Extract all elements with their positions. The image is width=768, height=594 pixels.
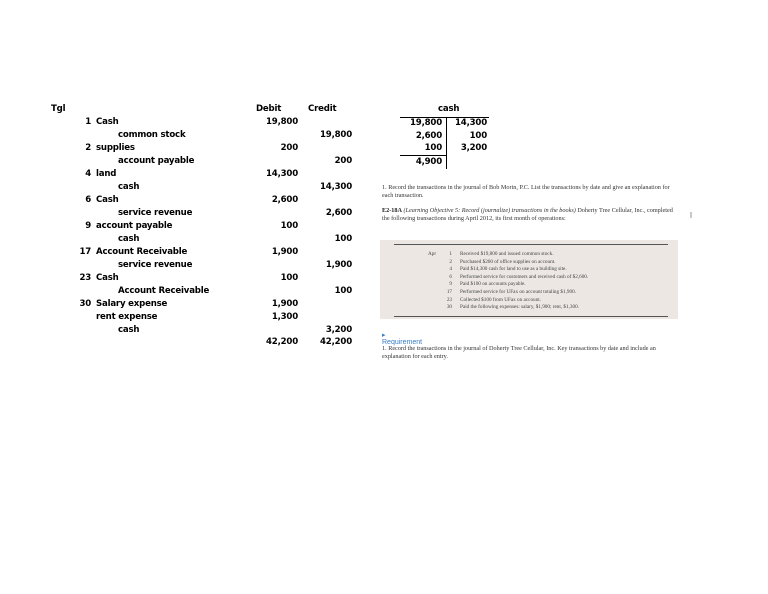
transaction-row bbox=[428, 266, 668, 273]
transaction-day: 30 bbox=[446, 304, 452, 311]
journal-debit: 19,800 bbox=[266, 117, 298, 127]
journal-credit: 100 bbox=[334, 286, 352, 296]
journal-account: rent expense bbox=[96, 312, 158, 322]
total-debit: 42,200 bbox=[266, 337, 298, 347]
t-balance: 4,900 bbox=[415, 157, 442, 167]
journal-account: account payable bbox=[96, 221, 173, 231]
requirement-body: Record the transactions in the journal of Doherty Tree Cellular, Inc. Key transactions by date and include an explanation for each entry. bbox=[382, 345, 656, 360]
journal-account: supplies bbox=[96, 143, 135, 153]
journal-debit: 1,900 bbox=[271, 247, 298, 257]
journal-account: cash bbox=[118, 234, 140, 244]
transaction-text: Received $19,800 and issued common stock. bbox=[460, 251, 554, 257]
header-credit: Credit bbox=[308, 104, 337, 114]
journal-account: Cash bbox=[96, 117, 119, 127]
transaction-row bbox=[428, 251, 668, 258]
journal-account: service revenue bbox=[118, 208, 193, 218]
t-debit-entry: 100 bbox=[424, 143, 442, 153]
exercise-paragraph bbox=[382, 207, 680, 223]
t-credit-entry: 14,300 bbox=[455, 118, 487, 128]
header-debit: Debit bbox=[256, 104, 282, 114]
transaction-day: 2 bbox=[449, 258, 452, 265]
journal-debit: 100 bbox=[280, 221, 298, 231]
intro-number: 1. bbox=[382, 184, 387, 191]
journal-account: Cash bbox=[96, 273, 119, 283]
t-account-balance-rule bbox=[400, 155, 446, 156]
journal-date: 6 bbox=[85, 195, 91, 205]
transaction-day: 23 bbox=[446, 296, 452, 303]
transaction-row bbox=[428, 274, 668, 281]
journal-debit: 100 bbox=[280, 273, 298, 283]
total-credit: 42,200 bbox=[320, 337, 352, 347]
journal-account: Account Receivable bbox=[118, 286, 210, 296]
journal-account: cash bbox=[118, 182, 140, 192]
t-credit-entry: 3,200 bbox=[460, 143, 487, 153]
journal-credit: 3,200 bbox=[325, 325, 352, 335]
box-top-rule bbox=[394, 244, 668, 245]
journal-account: common stock bbox=[118, 130, 186, 140]
transaction-day: 17 bbox=[446, 289, 452, 295]
t-account-divider bbox=[446, 117, 447, 169]
journal-debit: 2,600 bbox=[271, 195, 298, 205]
scroll-indicator bbox=[690, 212, 692, 218]
transaction-text: Performed service for UFax on account totaling $1,900. bbox=[460, 289, 576, 295]
journal-account: land bbox=[96, 169, 117, 179]
transaction-day: 1 bbox=[449, 251, 452, 257]
journal-date: 30 bbox=[79, 299, 91, 309]
journal-debit: 200 bbox=[280, 143, 298, 153]
journal-date: 17 bbox=[79, 247, 91, 257]
transaction-row bbox=[428, 297, 668, 304]
exercise-text: Doherty Tree Cellular, Inc., completed the following transactions during April 2012, its first month of operations: bbox=[382, 207, 673, 222]
exercise-objective: (Learning Objective 5: Record (journalize) transactions in the books) bbox=[403, 207, 576, 214]
transactions-box bbox=[380, 240, 678, 319]
requirement-number: 1. bbox=[382, 345, 387, 352]
transaction-text: Paid $100 on accounts payable. bbox=[460, 281, 526, 288]
transaction-text: Collected $100 from UFax on account. bbox=[460, 296, 541, 303]
journal-account: cash bbox=[118, 325, 140, 335]
box-bottom-rule bbox=[394, 316, 668, 317]
journal-credit: 2,600 bbox=[325, 208, 352, 218]
transaction-text: Performed service for customers and received cash of $2,600. bbox=[460, 273, 589, 280]
transaction-month: Apr bbox=[428, 251, 437, 257]
journal-account: Account Receivable bbox=[96, 247, 188, 257]
transaction-day: 9 bbox=[449, 281, 452, 288]
t-account-title: cash bbox=[438, 104, 460, 114]
journal-date: 4 bbox=[85, 169, 91, 179]
intro-text: Record the transactions in the journal of Bob Morin, P.C. List the transactions by date and give an explanation for each transaction. bbox=[382, 184, 670, 199]
transaction-day: 6 bbox=[449, 273, 452, 280]
transaction-day: 4 bbox=[449, 266, 452, 273]
journal-account: Cash bbox=[96, 195, 119, 205]
journal-credit: 100 bbox=[334, 234, 352, 244]
journal-debit: 1,900 bbox=[271, 299, 298, 309]
journal-credit: 1,900 bbox=[325, 260, 352, 270]
t-debit-entry: 2,600 bbox=[415, 131, 442, 141]
journal-credit: 19,800 bbox=[320, 130, 352, 140]
journal-debit: 14,300 bbox=[266, 169, 298, 179]
journal-date: 23 bbox=[79, 273, 91, 283]
intro-instruction bbox=[382, 184, 674, 200]
journal-account: account payable bbox=[118, 156, 195, 166]
exercise-id: E2-18A bbox=[382, 207, 402, 214]
transaction-text: Paid the following expenses: salary, $1,900; rent, $1,300. bbox=[460, 304, 579, 311]
journal-credit: 200 bbox=[334, 156, 352, 166]
journal-debit: 1,300 bbox=[271, 312, 298, 322]
requirement-text bbox=[382, 345, 682, 361]
transaction-row bbox=[428, 259, 668, 266]
journal-account: service revenue bbox=[118, 260, 193, 270]
transaction-row bbox=[428, 281, 668, 288]
journal-credit: 14,300 bbox=[320, 182, 352, 192]
journal-date: 1 bbox=[85, 117, 91, 127]
transaction-row bbox=[428, 289, 668, 296]
t-debit-entry: 19,800 bbox=[410, 118, 442, 128]
transaction-text: Purchased $200 of office supplies on account. bbox=[460, 258, 556, 265]
journal-date: 9 bbox=[85, 221, 91, 231]
header-date: Tgl bbox=[51, 104, 66, 114]
requirement-heading[interactable]: ▸ Requirement bbox=[382, 332, 423, 346]
journal-account: Salary expense bbox=[96, 299, 168, 309]
transaction-row bbox=[428, 304, 668, 311]
transaction-text: Paid $14,300 cash for land to use as a building site. bbox=[460, 266, 567, 273]
t-credit-entry: 100 bbox=[469, 131, 487, 141]
journal-date: 2 bbox=[85, 143, 91, 153]
